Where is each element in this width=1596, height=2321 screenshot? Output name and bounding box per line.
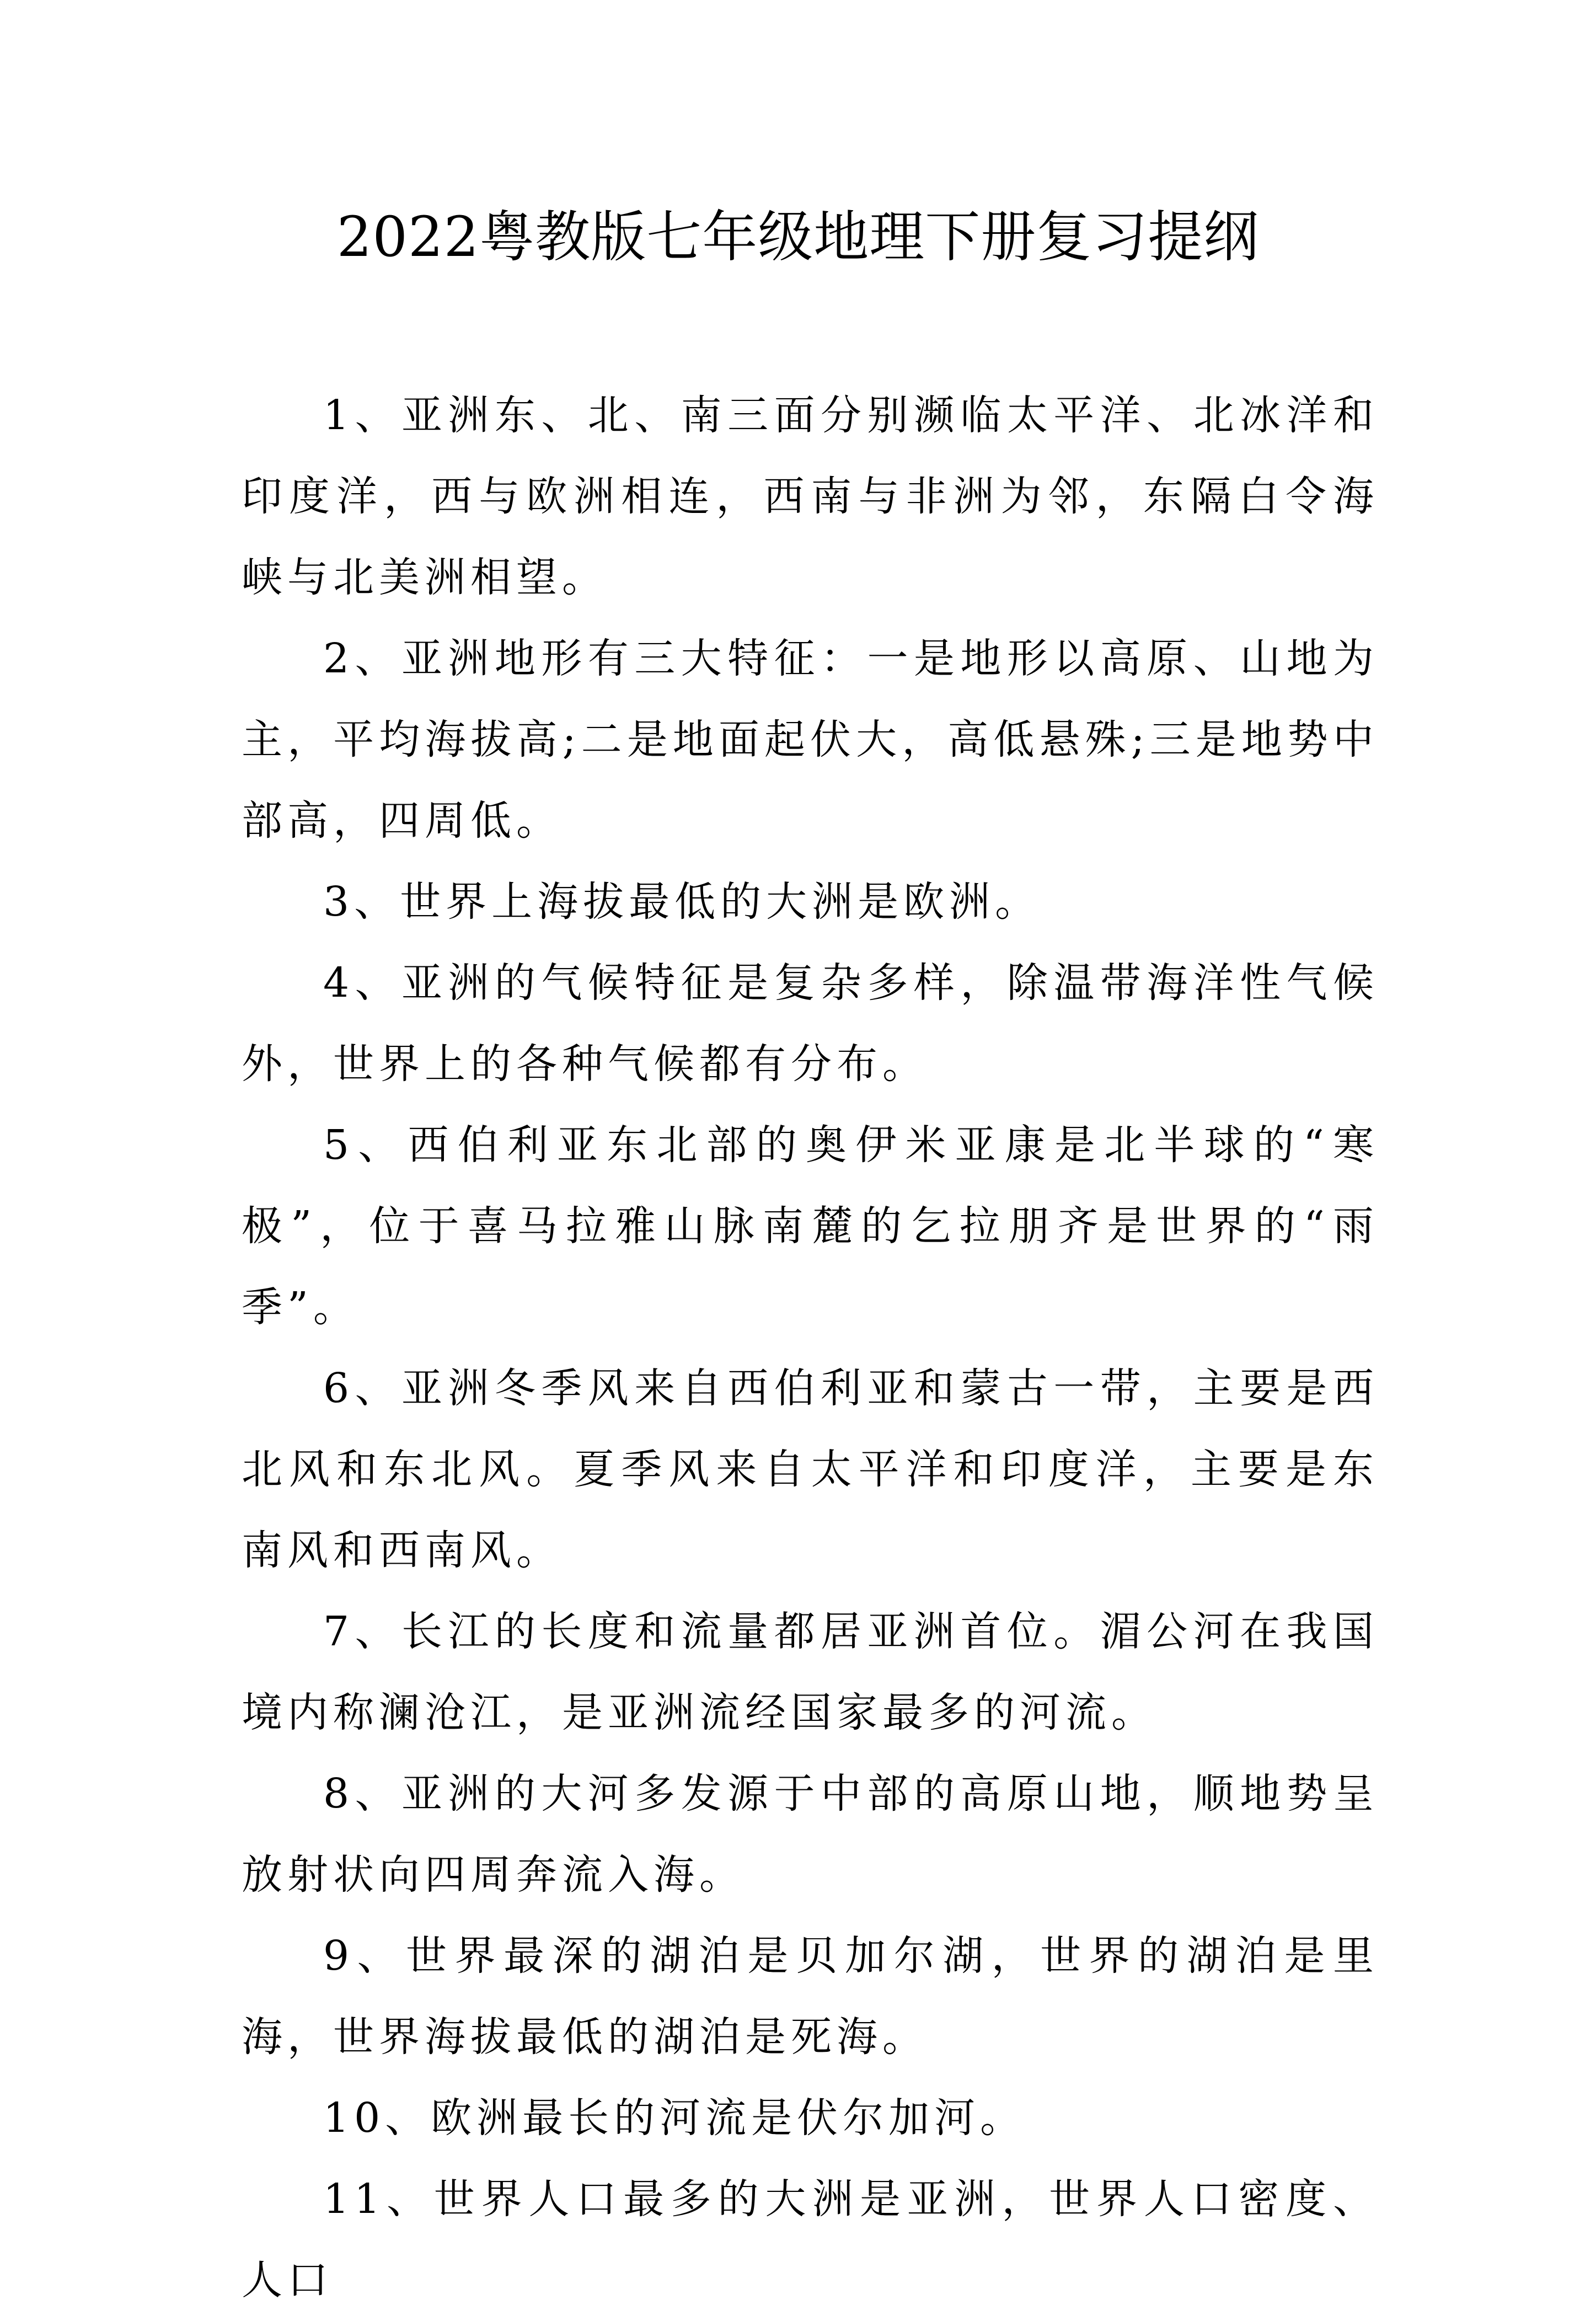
document-title: 2022粤教版七年级地理下册复习提纲 — [336, 205, 1260, 269]
paragraph-5: 5、西伯利亚东北部的奥伊米亚康是北半球的“寒极”，位于喜马拉雅山脉南麓的乞拉朋齐是世界的“雨季”。 — [242, 1121, 1379, 1331]
paragraph-8: 8、亚洲的大河多发源于中部的高原山地，顺地势呈放射状向四周奔流入海。 — [242, 1770, 1379, 1898]
document-body — [242, 375, 1379, 2321]
paragraph-2: 2、亚洲地形有三大特征：一是地形以高原、山地为主，平均海拔高;二是地面起伏大，高低悬殊;三是地势中部高，四周低。 — [242, 635, 1379, 844]
paragraph-7: 7、长江的长度和流量都居亚洲首位。湄公河在我国境内称澜沧江，是亚洲流经国家最多的河流。 — [242, 1608, 1379, 1736]
paragraph-4: 4、亚洲的气候特征是复杂多样，除温带海洋性气候外，世界上的各种气候都有分布。 — [242, 959, 1379, 1088]
paragraph-6: 6、亚洲冬季风来自西伯利亚和蒙古一带，主要是西北风和东北风。夏季风来自太平洋和印度洋，主要是东南风和西南风。 — [242, 1365, 1379, 1574]
paragraph-11: 11、世界人口最多的大洲是亚洲，世界人口密度、人口 — [242, 2175, 1379, 2304]
paragraph-9: 9、世界最深的湖泊是贝加尔湖，世界的湖泊是里海，世界海拔最低的湖泊是死海。 — [242, 1932, 1379, 2061]
paragraph-3: 3、世界上海拔最低的大洲是欧洲。 — [323, 878, 1041, 926]
paragraph-10: 10、欧洲最长的河流是伏尔加河。 — [323, 2094, 1026, 2142]
paragraph-1: 1、亚洲东、北、南三面分别濒临太平洋、北冰洋和印度洋，西与欧洲相连，西南与非洲为邻，东隔白令海峡与北美洲相望。 — [242, 392, 1379, 601]
